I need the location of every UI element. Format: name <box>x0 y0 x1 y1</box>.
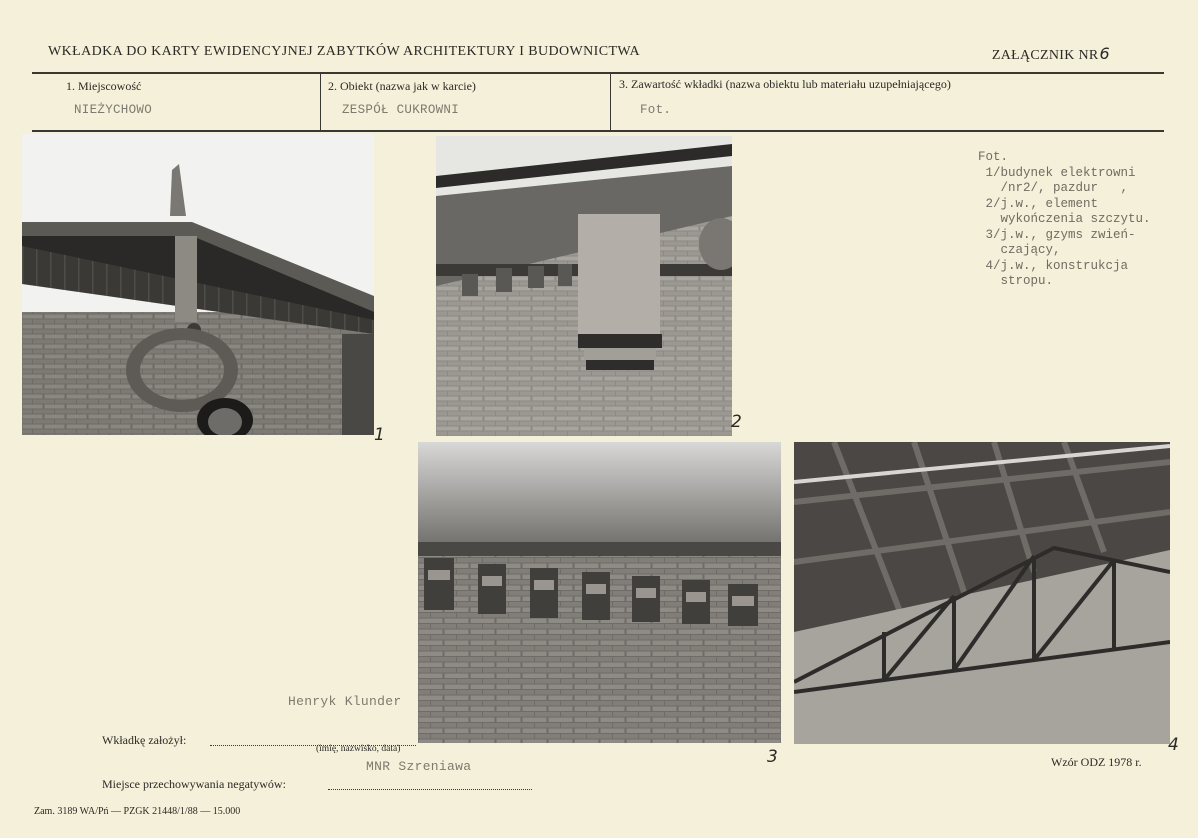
annex-number <box>992 44 1110 64</box>
storage-value: MNR Szreniawa <box>366 759 472 774</box>
notes-line: /nr2/, pazdur , <box>978 181 1129 195</box>
annex-label: ZAŁĄCZNIK NR <box>991 48 1099 63</box>
form-title: WKŁADKA DO KARTY EWIDENCYJNEJ ZABYTKÓW ARCHITEKTURY I BUDOWNICTWA <box>48 44 640 59</box>
content-label: 3. Zawartość wkładki (nazwa obiektu lub materiału uzupełniającego) <box>619 77 951 91</box>
photo-2 <box>436 136 732 436</box>
header-rule-bottom <box>32 130 1164 132</box>
photo-3 <box>418 442 781 743</box>
content-value: Fot. <box>640 103 672 117</box>
author-value: Henryk Klunder <box>288 694 402 709</box>
object-value: ZESPÓŁ CUKROWNI <box>342 103 460 117</box>
notes-line: 1/budynek elektrowni <box>978 165 1136 180</box>
notes-line: 2/j.w., element <box>978 196 1099 211</box>
photo-4 <box>794 442 1170 744</box>
storage-label: Miejsce przechowywania negatywów: <box>102 777 286 791</box>
photo-2-number: 2 <box>731 412 742 432</box>
object-label: 2. Obiekt (nazwa jak w karcie) <box>328 79 476 93</box>
photo-4-image <box>794 442 1170 744</box>
locality-label: 1. Miejscowość <box>66 79 142 93</box>
notes-line: czający, <box>978 243 1061 257</box>
locality-value: NIEŻYCHOWO <box>74 103 153 117</box>
notes-line: stropu. <box>978 274 1054 288</box>
notes-line: wykończenia szczytu. <box>978 212 1151 226</box>
notes-line: 3/j.w., gzyms zwień- <box>978 227 1136 242</box>
author-hint: (imię, nazwisko, data) <box>316 744 401 754</box>
header-rule-top <box>32 72 1164 74</box>
field-divider-2 <box>610 74 611 130</box>
photo-1-number: 1 <box>374 425 385 445</box>
photo-3-image <box>418 442 781 743</box>
print-footer: Zam. 3189 WA/Pń — PZGK 21448/1/88 — 15.000 <box>34 806 241 817</box>
form-pattern: Wzór ODZ 1978 r. <box>1051 755 1142 769</box>
annex-number-value: 6 <box>1099 44 1110 63</box>
photo-descriptions <box>978 150 1188 290</box>
photo-2-image <box>436 136 732 436</box>
author-label: Wkładkę założył: <box>102 733 187 747</box>
photo-1 <box>22 134 374 435</box>
photo-4-number: 4 <box>1168 735 1179 755</box>
field-divider-1 <box>320 74 321 130</box>
photo-1-image <box>22 134 374 435</box>
notes-line: Fot. <box>978 150 1009 164</box>
notes-line: 4/j.w., konstrukcja <box>978 258 1129 273</box>
storage-line <box>328 789 532 790</box>
photo-3-number: 3 <box>767 747 778 767</box>
